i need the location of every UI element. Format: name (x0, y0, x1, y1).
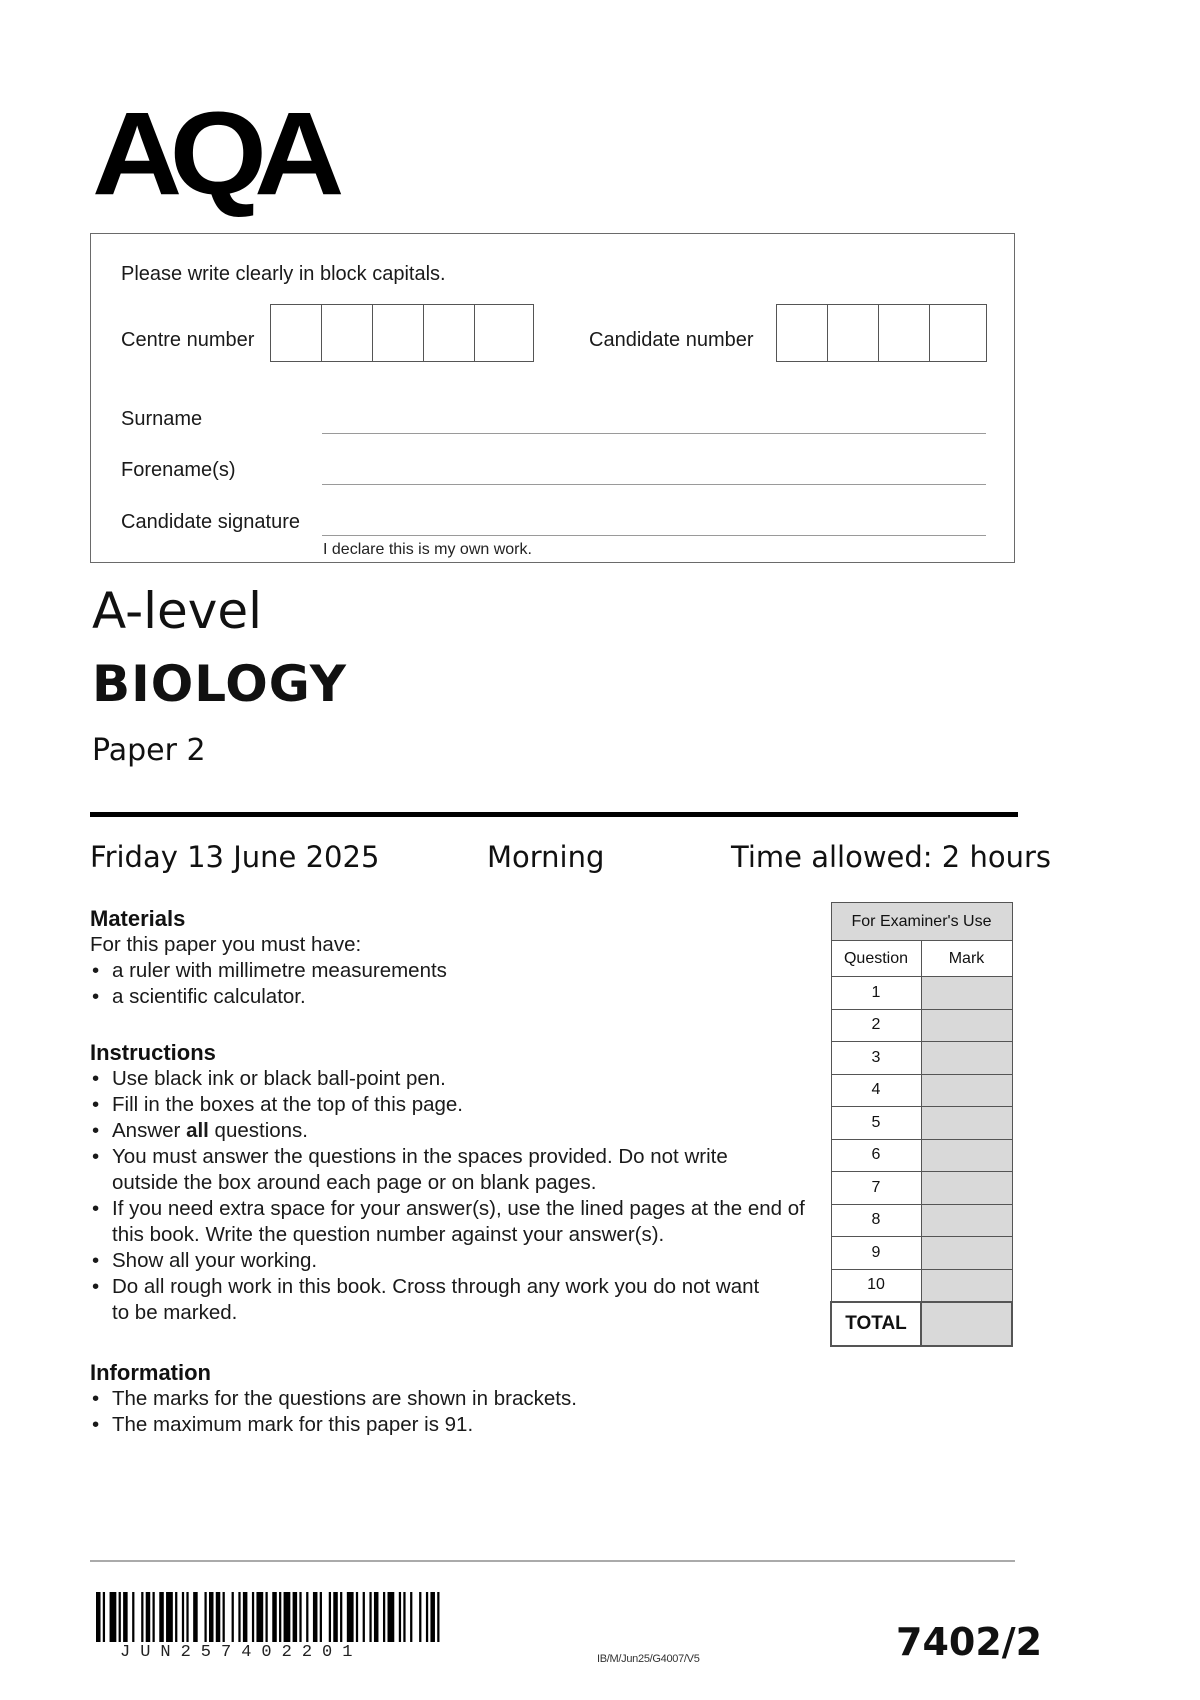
exam-level: A-level (92, 582, 263, 640)
declaration-text: I declare this is my own work. (323, 541, 532, 558)
candidate-number-boxes[interactable] (776, 304, 987, 362)
instruction-item: • Fill in the boxes at the top of this page. (90, 1092, 810, 1118)
candidate-digit-box[interactable] (828, 305, 879, 361)
instruction-item: • You must answer the questions in the spaces provided. Do not write outside the box around each page or on blank pages. (90, 1144, 810, 1196)
mark-cell (921, 1139, 1012, 1172)
mark-cell (921, 977, 1012, 1010)
forename-label: Forename(s) (121, 459, 236, 481)
examiner-use-table (830, 902, 1013, 1347)
materials-intro: For this paper you must have: (90, 933, 362, 956)
centre-digit-box[interactable] (424, 305, 475, 361)
divider-rule (90, 812, 1018, 817)
reference-code: IB/M/Jun25/G4007/V5 (597, 1653, 700, 1665)
signature-label: Candidate signature (121, 511, 301, 533)
exam-date: Friday 13 June 2025 (90, 840, 380, 874)
materials-heading: Materials (90, 906, 186, 931)
exam-subject: BIOLOGY (92, 655, 347, 713)
mark-cell (921, 1042, 1012, 1075)
instructions-heading: Instructions (90, 1040, 216, 1065)
materials-section (90, 906, 810, 1010)
centre-number-boxes[interactable] (270, 304, 534, 362)
materials-item: • a ruler with millimetre measurements (90, 958, 810, 984)
centre-digit-box[interactable] (322, 305, 373, 361)
instruction-item: • Answer all questions. (90, 1118, 810, 1144)
mark-cell (921, 1107, 1012, 1140)
aqa-logo: AQA (92, 88, 332, 220)
question-number: 5 (831, 1107, 921, 1140)
instruction-item: • Use black ink or black ball-point pen. (90, 1066, 810, 1092)
question-number: 4 (831, 1074, 921, 1107)
candidate-digit-box[interactable] (879, 305, 930, 361)
centre-digit-box[interactable] (271, 305, 322, 361)
exam-session: Morning (487, 840, 605, 874)
candidate-digit-box[interactable] (777, 305, 828, 361)
mark-cell (921, 1237, 1012, 1270)
question-number: 1 (831, 977, 921, 1010)
mark-cell (921, 1269, 1012, 1302)
centre-digit-box[interactable] (475, 305, 526, 361)
information-item: • The maximum mark for this paper is 91. (90, 1412, 810, 1438)
question-number: 6 (831, 1139, 921, 1172)
question-number: 7 (831, 1172, 921, 1205)
footer-rule (90, 1560, 1015, 1562)
time-allowed: Time allowed: 2 hours (731, 840, 1051, 874)
information-heading: Information (90, 1360, 211, 1385)
exam-paper: Paper 2 (92, 733, 206, 768)
centre-number-label: Centre number (121, 329, 255, 351)
information-section (90, 1360, 810, 1438)
mark-cell (921, 1009, 1012, 1042)
question-number: 9 (831, 1237, 921, 1270)
barcode-digits: JUN257402201 (120, 1643, 363, 1662)
question-column-header: Question (831, 941, 921, 977)
materials-item: • a scientific calculator. (90, 984, 810, 1010)
block-capitals-instruction: Please write clearly in block capitals. (121, 263, 446, 285)
question-number: 10 (831, 1269, 921, 1302)
mark-cell (921, 1204, 1012, 1237)
information-item: • The marks for the questions are shown in brackets. (90, 1386, 810, 1412)
forename-field[interactable] (322, 484, 986, 485)
instruction-item: • Do all rough work in this book. Cross through any work you do not want to be marked. (90, 1274, 810, 1326)
total-label: TOTAL (831, 1302, 921, 1346)
centre-digit-box[interactable] (373, 305, 424, 361)
question-number: 8 (831, 1204, 921, 1237)
signature-field[interactable] (322, 535, 986, 536)
examiner-table-title: For Examiner's Use (831, 903, 1012, 941)
barcode (96, 1592, 444, 1642)
question-number: 2 (831, 1009, 921, 1042)
surname-field[interactable] (322, 433, 986, 434)
question-number: 3 (831, 1042, 921, 1075)
mark-column-header: Mark (921, 941, 1012, 977)
instruction-item: • If you need extra space for your answer(s), use the lined pages at the end of this book. Write the question number against your answer(s). (90, 1196, 810, 1248)
total-mark-cell (921, 1302, 1012, 1346)
candidate-number-label: Candidate number (589, 329, 754, 351)
surname-label: Surname (121, 408, 203, 430)
instruction-item: • Show all your working. (90, 1248, 810, 1274)
candidate-digit-box[interactable] (930, 305, 981, 361)
instructions-section (90, 1040, 810, 1326)
paper-code: 7402/2 (896, 1620, 1043, 1664)
mark-cell (921, 1172, 1012, 1205)
mark-cell (921, 1074, 1012, 1107)
